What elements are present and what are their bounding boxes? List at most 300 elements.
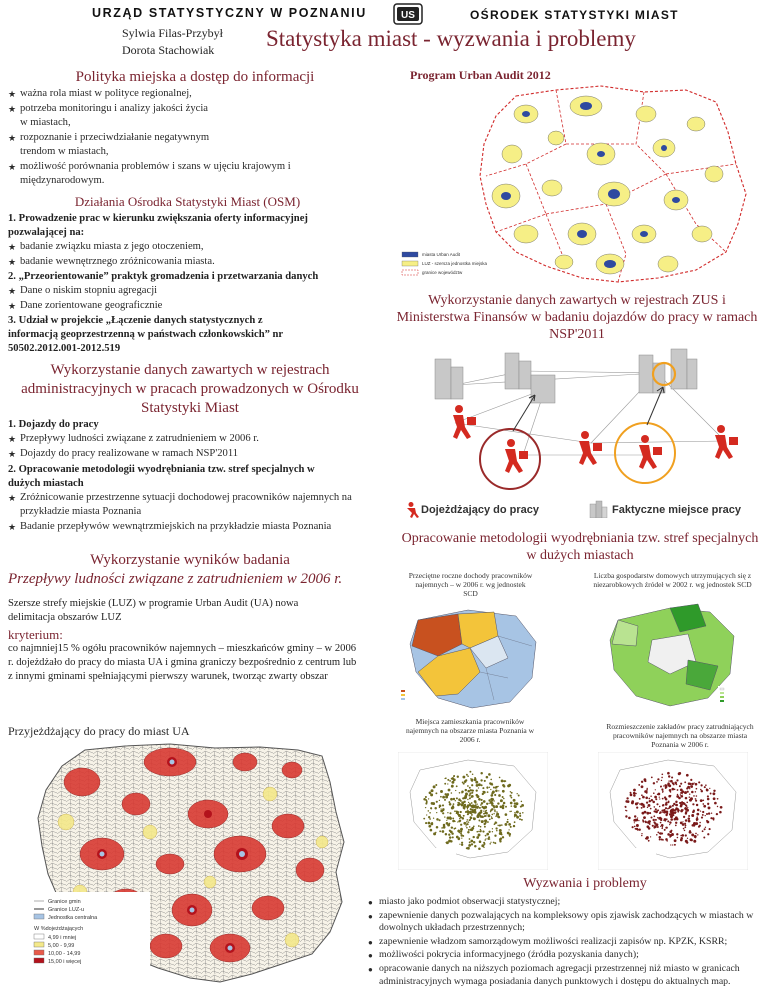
map-point — [461, 817, 462, 818]
map-point — [626, 797, 628, 799]
map-point — [680, 810, 683, 813]
map-point — [660, 819, 662, 821]
office-building-icon — [435, 349, 697, 403]
map-point — [662, 804, 664, 806]
map-point — [473, 841, 475, 843]
map-point — [664, 829, 666, 831]
map-point — [661, 827, 663, 829]
map-point — [471, 784, 473, 786]
map-point — [650, 816, 652, 818]
map-point — [672, 844, 673, 845]
map-point — [466, 827, 468, 829]
map-point — [639, 803, 641, 805]
map-point — [451, 777, 454, 780]
map-point — [686, 842, 688, 844]
map-point — [690, 779, 692, 781]
map-point — [669, 805, 672, 808]
map-point — [466, 805, 469, 808]
map-point — [633, 792, 636, 795]
map-point — [704, 828, 706, 830]
map-point — [502, 804, 505, 807]
legend-commuter-label: Dojeżdżający do pracy — [421, 504, 539, 516]
map-point — [655, 808, 657, 810]
map-point — [635, 819, 638, 822]
map-point — [705, 815, 706, 816]
map-point — [691, 824, 693, 826]
map-point — [458, 820, 460, 822]
map-point — [514, 802, 516, 804]
map-point — [514, 812, 516, 814]
map-point — [658, 818, 660, 820]
map-point — [467, 831, 469, 833]
commuter-person-icon — [453, 405, 738, 473]
map-point — [489, 838, 490, 839]
map-point — [483, 831, 485, 833]
map-point — [444, 799, 446, 801]
map-point — [485, 822, 487, 824]
map-point — [455, 800, 456, 801]
map-point — [661, 780, 662, 781]
admin-title: Wykorzystanie danych zawartych w rejestrach administracyjnych w pracach prowadzonych w Ośrodku Statystyki Miast — [21, 362, 359, 416]
map-point — [717, 798, 719, 800]
map-point — [659, 836, 662, 839]
map-point — [466, 810, 469, 813]
author-1: Sylwia Filas-Przybył — [122, 26, 223, 40]
map-point — [662, 790, 664, 792]
map-point — [508, 829, 509, 830]
map-point — [465, 825, 466, 826]
map-point — [696, 788, 698, 790]
map-point — [499, 777, 501, 779]
map-point — [682, 793, 683, 794]
map-point — [505, 806, 507, 808]
map-point — [425, 803, 427, 805]
map-point — [463, 815, 465, 817]
map-point — [469, 792, 471, 794]
map-point — [493, 787, 495, 789]
map-point — [676, 808, 679, 811]
map-point — [462, 776, 465, 779]
map-point — [518, 795, 520, 797]
map-point — [513, 825, 515, 827]
map-point — [435, 792, 437, 794]
page-title: Statystyka miast - wyzwania i problemy — [266, 26, 636, 51]
map-point — [674, 782, 677, 785]
list-item: ★ Dojazdy do pracy realizowane w ramach NSP'2011 — [8, 447, 378, 461]
map-point — [460, 824, 462, 826]
map-point — [675, 822, 677, 824]
map-point — [497, 825, 498, 826]
admin-point-2: 2. Opracowanie metodologii wyodrębniania tzw. stref specjalnych w dużych miastach — [8, 464, 315, 489]
map-point — [507, 832, 510, 835]
map-point — [690, 839, 693, 842]
map-point — [478, 783, 481, 786]
map-point — [451, 792, 453, 794]
map-point — [499, 832, 502, 835]
map-point — [670, 844, 671, 845]
map-point — [675, 804, 676, 805]
logo-text: US — [401, 10, 415, 21]
map-point — [494, 794, 496, 796]
map-point — [499, 824, 501, 826]
map-point — [446, 841, 449, 844]
map-point — [701, 790, 703, 792]
osm-point-1: 1. Prowadzenie prac w kierunku zwiększania oferty informacyjnej pozwalającej na: — [8, 213, 308, 238]
map-point — [447, 812, 448, 813]
map-point — [447, 783, 448, 784]
map-point — [680, 822, 683, 825]
map-point — [436, 801, 438, 803]
map-point — [431, 822, 433, 824]
map-point — [685, 797, 688, 800]
map-point — [476, 794, 479, 797]
map-point — [650, 836, 651, 837]
map-point — [667, 833, 670, 836]
map-point — [654, 806, 656, 808]
map-point — [636, 807, 638, 809]
map-point — [520, 806, 522, 808]
urban-audit-legend — [402, 252, 488, 275]
map-point — [459, 844, 460, 845]
map-point — [713, 790, 715, 792]
map-point — [652, 825, 654, 827]
map-point — [462, 835, 464, 837]
map-point — [644, 780, 646, 782]
map-point — [466, 774, 468, 776]
map-point — [656, 803, 658, 805]
map-point — [451, 807, 454, 810]
map-point — [675, 825, 677, 827]
map-point — [441, 827, 443, 829]
admin-body — [8, 418, 378, 535]
map-point — [682, 821, 683, 822]
map-point — [478, 847, 481, 850]
map-point — [700, 810, 701, 811]
map-point — [707, 795, 709, 797]
map-point — [670, 818, 673, 821]
map-point — [714, 802, 717, 805]
map-point — [428, 825, 431, 828]
list-item: ★ ważna rola miast w polityce regionalnej, — [8, 87, 368, 101]
map-point — [701, 817, 703, 819]
map-point — [514, 821, 516, 823]
map-point — [489, 803, 490, 804]
map-point — [454, 828, 456, 830]
map-point — [662, 798, 664, 800]
map-point — [707, 833, 709, 835]
list-item: ★ Przepływy ludności związane z zatrudnieniem w 2006 r. — [8, 432, 378, 446]
admin-point-1: 1. Dojazdy do pracy — [8, 419, 99, 430]
map-point — [469, 826, 471, 828]
map-point — [706, 788, 708, 790]
map-point — [671, 833, 674, 836]
map-point — [706, 813, 708, 815]
map-point — [671, 776, 673, 778]
author-2: Dorota Stachowiak — [122, 43, 215, 57]
map-point — [672, 809, 674, 811]
map-point — [695, 837, 696, 838]
map-point — [489, 819, 491, 821]
map-point — [708, 812, 710, 814]
authors — [122, 25, 223, 59]
map-point — [481, 784, 483, 786]
map-point — [504, 823, 507, 826]
map-point — [668, 780, 669, 781]
map-point — [522, 812, 524, 814]
map-point — [503, 780, 505, 782]
map-point — [516, 810, 519, 813]
map-point — [683, 828, 685, 830]
map-point — [696, 820, 698, 822]
map-point — [625, 807, 626, 808]
map-point — [458, 838, 461, 841]
map-point — [460, 833, 462, 835]
map-point — [510, 791, 511, 792]
map-point — [661, 788, 663, 790]
map-point — [648, 798, 650, 800]
map-point — [521, 819, 523, 821]
map-point — [479, 799, 481, 801]
map-point — [442, 796, 445, 799]
map-point — [655, 819, 657, 821]
map-point — [635, 802, 638, 805]
map-point — [431, 802, 434, 805]
map-point — [513, 799, 516, 802]
map-point — [440, 790, 443, 793]
map-point — [661, 773, 663, 775]
map-point — [423, 818, 425, 820]
map-point — [659, 833, 661, 835]
map-point — [471, 792, 473, 794]
list-item: ★ Dane o niskim stopniu agregacji — [8, 284, 368, 298]
map-point — [646, 801, 648, 803]
map-point — [502, 807, 505, 810]
map-point — [435, 784, 437, 786]
map-point — [481, 799, 483, 801]
map-point — [478, 825, 480, 827]
map-point — [477, 804, 478, 805]
legend-label: Granice LUZ-u — [48, 907, 85, 913]
map-point — [700, 789, 702, 791]
map-point — [519, 813, 521, 815]
map-point — [501, 824, 503, 826]
map-point — [671, 830, 673, 832]
urban-audit-map — [396, 84, 760, 284]
map-point — [478, 834, 481, 837]
map-point — [684, 781, 686, 783]
map-point — [444, 816, 445, 817]
map-point — [661, 824, 664, 827]
legend-label: LUZ - szersza jednostka miejska — [422, 261, 488, 266]
methodology-title: Opracowanie metodologii wyodrębniania tzw. stref specjalnych w dużych miastach — [401, 531, 759, 563]
map-point — [439, 800, 440, 801]
map-point — [655, 789, 656, 790]
map-point — [480, 772, 482, 774]
map-point — [470, 808, 472, 810]
map-point — [654, 796, 657, 799]
map-point — [470, 816, 472, 818]
map-point — [696, 816, 698, 818]
map-point — [473, 825, 475, 827]
legend-label: granice województw — [422, 270, 463, 275]
map-point — [480, 779, 482, 781]
osm-point-3: 3. Udział w projekcie „Łączenie danych statystycznych z informacją geoprzestrzenną w państwach członkowskich” nr 50502.2012.001-2012.519 — [8, 315, 283, 354]
map-point — [491, 792, 493, 794]
map-point — [456, 811, 458, 813]
map-point — [449, 780, 451, 782]
map-point — [495, 805, 498, 808]
map-point — [497, 786, 498, 787]
map-point — [431, 808, 432, 809]
map-point — [494, 835, 496, 837]
map-point — [460, 811, 462, 813]
commuter-legend-icon — [405, 502, 419, 518]
map-point — [446, 794, 449, 797]
flows-text: Szersze strefy miejskie (LUZ) w programie Urban Audit (UA) nowa delimitacja obszarów LUZ — [8, 598, 299, 623]
legend-class: 15,00 i więcej — [48, 959, 82, 965]
map-point — [454, 810, 456, 812]
map-point — [646, 792, 648, 794]
workplace-legend-icon — [588, 500, 608, 518]
map-point — [448, 789, 451, 792]
map-point — [453, 803, 455, 805]
map-point — [493, 800, 494, 801]
map-point — [491, 814, 493, 816]
map-point — [469, 797, 471, 799]
map-point — [451, 781, 454, 784]
map-point — [659, 796, 660, 797]
map-point — [476, 831, 478, 833]
map-point — [493, 805, 495, 807]
map-point — [696, 795, 698, 797]
map-point — [650, 795, 651, 796]
map-point — [678, 772, 681, 775]
map-point — [439, 819, 441, 821]
map-point — [636, 828, 638, 830]
map-point — [641, 807, 643, 809]
map-point — [698, 781, 700, 783]
map-point — [519, 818, 521, 820]
map-point — [514, 814, 517, 817]
map-point — [702, 811, 704, 813]
map-point — [456, 812, 458, 814]
map-point — [449, 836, 451, 838]
map-point — [430, 829, 433, 832]
map-point — [487, 821, 489, 823]
legend-label: Jednostka centralna — [48, 915, 98, 921]
map-point — [659, 838, 661, 840]
legend-label: Granice gmin — [48, 899, 81, 905]
map-point — [467, 813, 469, 815]
map-point — [695, 798, 697, 800]
map-point — [493, 842, 495, 844]
map-point — [463, 783, 465, 785]
map-point — [469, 787, 471, 789]
map-point — [677, 811, 679, 813]
map-point — [653, 826, 655, 828]
map-point — [642, 796, 645, 799]
map-point — [485, 812, 488, 815]
legend-class: 4,99 i mniej — [48, 935, 77, 941]
map-point — [491, 817, 493, 819]
map-point — [450, 798, 453, 801]
map-point — [467, 799, 468, 800]
map-point — [491, 808, 493, 810]
map-point — [717, 806, 718, 807]
map-point — [483, 807, 484, 808]
map-point — [476, 789, 478, 791]
map-point — [477, 806, 479, 808]
map-point — [473, 836, 475, 838]
map-point — [664, 796, 666, 798]
map-point — [509, 811, 510, 812]
map-point — [494, 842, 496, 844]
map-point — [491, 784, 493, 786]
map-point — [496, 822, 498, 824]
map-point — [468, 821, 470, 823]
map-point — [693, 795, 695, 797]
map-point — [425, 822, 427, 824]
map-point — [695, 833, 697, 835]
map-point — [503, 798, 505, 800]
map-point — [459, 792, 461, 794]
map-point — [494, 809, 496, 811]
map-point — [636, 824, 639, 827]
map-point — [625, 810, 626, 811]
map-point — [687, 838, 688, 839]
map-point — [486, 833, 489, 836]
list-item: ★ Dane zorientowane geograficznie — [8, 299, 368, 313]
map-point — [689, 793, 690, 794]
map-point — [484, 820, 485, 821]
map-point — [449, 803, 452, 806]
flows-title: Wykorzystanie wyników badania — [90, 552, 290, 568]
header-center-name: OŚRODEK STATYSTYKI MIAST — [470, 8, 679, 22]
map-point — [677, 794, 679, 796]
map-point — [495, 790, 498, 793]
map-point — [656, 834, 658, 836]
map-point — [688, 820, 691, 823]
map-point — [641, 812, 644, 815]
map-point — [480, 811, 482, 813]
map-point — [672, 805, 674, 807]
map-point — [510, 826, 512, 828]
map-point — [453, 775, 455, 777]
map-point — [648, 840, 649, 841]
map-point — [466, 821, 468, 823]
map-point — [511, 811, 512, 812]
map-point — [459, 832, 460, 833]
map-point — [471, 843, 473, 845]
map-point — [455, 790, 456, 791]
map-point — [669, 790, 671, 792]
challenges-list — [368, 896, 763, 989]
map-point — [452, 836, 454, 838]
map-point — [516, 816, 519, 819]
map-point — [469, 804, 472, 807]
legend-scale-title: W %dojeżdżających — [34, 926, 84, 932]
map-point — [498, 816, 501, 819]
map-point — [468, 844, 471, 847]
map-point — [669, 821, 671, 823]
map-point — [716, 813, 718, 815]
map-point — [648, 804, 651, 807]
map-point — [650, 808, 652, 810]
map-point — [492, 828, 493, 829]
map-point — [488, 773, 491, 776]
map-point — [663, 809, 665, 811]
map-point — [486, 803, 488, 805]
